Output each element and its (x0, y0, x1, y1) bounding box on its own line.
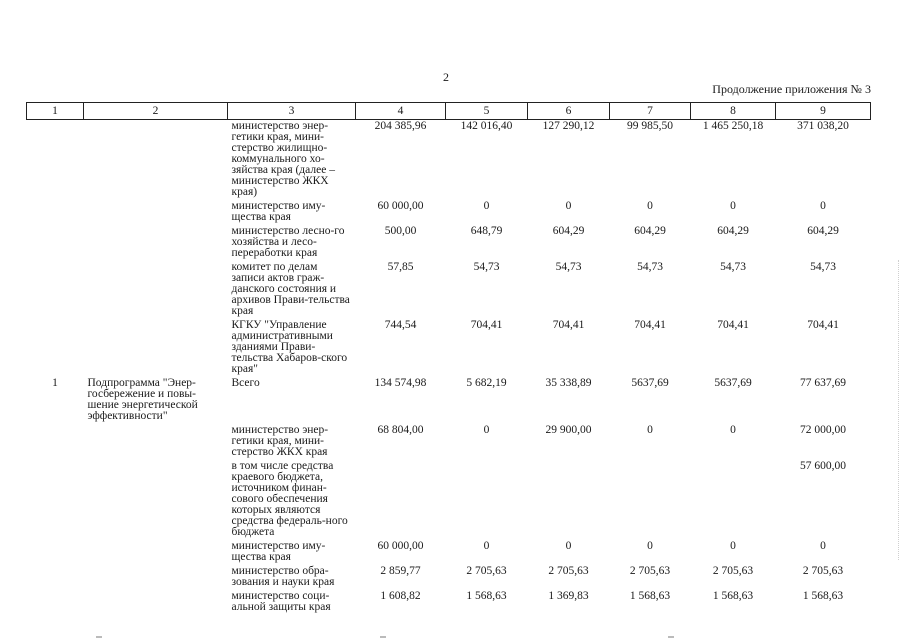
value-cell: 0 (483, 200, 490, 212)
table-row (27, 225, 871, 261)
row-index-cell (27, 590, 84, 615)
page-number: 2 (443, 70, 449, 84)
value-cell: 1 568,63 (712, 590, 754, 602)
table-row (27, 590, 871, 615)
executor-cell: министерство энер-гетики края, мини-стерство жилищно-коммунального хо-зяйства края (далее – министерство ЖКХ края) (231, 120, 335, 198)
value-cell: 2 705,63 (629, 565, 671, 577)
column-header: 4 (356, 103, 446, 120)
value-cell: 704,41 (717, 319, 749, 331)
value-cell: 604,29 (717, 225, 749, 237)
value-cell: 127 290,12 (542, 120, 595, 132)
value-cell: 2 705,63 (802, 565, 844, 577)
value-cell: 0 (820, 200, 826, 212)
value-cell: 0 (820, 540, 826, 552)
row-index-cell (27, 225, 84, 261)
value-cell: 72 000,00 (800, 424, 846, 436)
value-cell: 0 (483, 540, 490, 552)
value-cell: 704,41 (807, 319, 839, 331)
appendix-continuation-label: Продолжение приложения № 3 (712, 82, 871, 96)
value-cell: 0 (647, 424, 653, 436)
value-cell: 5637,69 (714, 377, 752, 389)
value-cell (446, 460, 528, 540)
table-row (27, 120, 871, 201)
table-body (27, 120, 871, 616)
program-name-cell (84, 261, 228, 319)
value-cell: 0 (483, 424, 490, 436)
value-cell: 204 385,96 (374, 120, 427, 132)
value-cell: 5 682,19 (466, 377, 507, 389)
value-cell: 1 568,63 (466, 590, 507, 602)
executor-cell: министерство лесно-го хозяйства и лесо-переработки края (231, 225, 345, 259)
value-cell: 604,29 (552, 225, 585, 237)
executor-cell: в том числе средства краевого бюджета, источником финан-сового обеспечения которых являются средства федераль-ного бюджета (231, 460, 348, 538)
value-cell: 2 859,77 (380, 565, 421, 577)
value-cell: 5637,69 (631, 377, 669, 389)
value-cell: 1 568,63 (629, 590, 671, 602)
value-cell: 1 369,83 (548, 590, 589, 602)
value-cell (691, 460, 776, 540)
value-cell: 99 985,50 (627, 120, 673, 132)
column-number-header-row (27, 103, 871, 120)
value-cell: 54,73 (810, 261, 836, 273)
value-cell: 1 465 250,18 (702, 120, 764, 132)
table-row (27, 540, 871, 565)
table-row (27, 200, 871, 225)
program-name-cell (84, 200, 228, 225)
column-header: 1 (27, 103, 84, 120)
executor-cell: министерство соци-альной защиты края (231, 590, 331, 613)
value-cell: 2 705,63 (466, 565, 507, 577)
executor-cell: Всего (231, 377, 260, 389)
value-cell: 500,00 (384, 225, 417, 237)
column-header: 9 (776, 103, 871, 120)
program-name-cell (84, 565, 228, 590)
value-cell: 54,73 (473, 261, 500, 273)
program-name-cell (84, 460, 228, 540)
value-cell: 134 574,98 (374, 377, 427, 389)
column-header: 8 (691, 103, 776, 120)
column-header: 5 (446, 103, 528, 120)
executor-cell: комитет по делам записи актов граж-данского состояния и архивов Прави-тельства края (231, 261, 350, 317)
program-name-cell (84, 225, 228, 261)
row-index-cell (27, 261, 84, 319)
value-cell: 60 000,00 (377, 200, 424, 212)
row-index-cell: 1 (52, 377, 58, 389)
value-cell: 57 600,00 (800, 460, 846, 472)
column-header: 7 (610, 103, 691, 120)
budget-table (26, 102, 871, 615)
program-name-cell (84, 120, 228, 201)
column-header: 6 (528, 103, 610, 120)
value-cell: 54,73 (720, 261, 746, 273)
row-index-cell (27, 200, 84, 225)
value-cell: 604,29 (634, 225, 666, 237)
executor-cell: министерство иму-щества края (231, 200, 326, 223)
value-cell: 704,41 (552, 319, 585, 331)
value-cell: 0 (730, 200, 736, 212)
row-index-cell (27, 424, 84, 460)
executor-cell: министерство энер-гетики края, мини-стерство ЖКХ края (231, 424, 329, 458)
value-cell: 60 000,00 (377, 540, 424, 552)
table-row (27, 319, 871, 377)
value-cell (528, 460, 610, 540)
value-cell: 704,41 (470, 319, 503, 331)
value-cell: 371 038,20 (797, 120, 849, 132)
value-cell: 0 (647, 540, 653, 552)
value-cell: 2 705,63 (712, 565, 754, 577)
program-name-cell (84, 590, 228, 615)
row-index-cell (27, 120, 84, 201)
value-cell (610, 460, 691, 540)
table-row (27, 460, 871, 540)
value-cell: 0 (647, 200, 653, 212)
value-cell: 0 (730, 424, 736, 436)
row-index-cell (27, 319, 84, 377)
value-cell (356, 460, 446, 540)
value-cell: 1 608,82 (380, 590, 421, 602)
scan-edge-line (898, 260, 899, 560)
executor-cell: министерство обра-зования и науки края (231, 565, 335, 588)
program-name-cell (84, 540, 228, 565)
column-header: 2 (84, 103, 228, 120)
scan-marks (0, 632, 905, 640)
value-cell: 68 804,00 (377, 424, 424, 436)
value-cell: 54,73 (555, 261, 582, 273)
row-index-cell (27, 565, 84, 590)
value-cell: 0 (730, 540, 736, 552)
value-cell: 604,29 (807, 225, 839, 237)
value-cell: 29 900,00 (545, 424, 592, 436)
program-name-cell (84, 424, 228, 460)
executor-cell: КГКУ "Управление административными зданиями Прави-тельства Хабаров-ского края" (231, 319, 348, 375)
value-cell: 35 338,89 (545, 377, 592, 389)
row-index-cell (27, 540, 84, 565)
program-name-cell (84, 319, 228, 377)
executor-cell: министерство иму-щества края (231, 540, 326, 563)
table-row (27, 261, 871, 319)
value-cell: 77 637,69 (800, 377, 846, 389)
table-row (27, 424, 871, 460)
table-row (27, 565, 871, 590)
value-cell: 54,73 (637, 261, 663, 273)
value-cell: 704,41 (634, 319, 666, 331)
value-cell: 2 705,63 (548, 565, 589, 577)
program-name-cell: Подпрограмма "Энер-госбережение и повы-шение энергетической эффективности" (87, 377, 198, 422)
value-cell: 0 (565, 200, 572, 212)
table-row (27, 377, 871, 424)
value-cell: 142 016,40 (460, 120, 513, 132)
value-cell: 0 (565, 540, 572, 552)
value-cell: 744,54 (384, 319, 417, 331)
value-cell: 57,85 (387, 261, 414, 273)
column-header: 3 (228, 103, 356, 120)
value-cell: 648,79 (470, 225, 503, 237)
value-cell: 1 568,63 (802, 590, 844, 602)
row-index-cell (27, 460, 84, 540)
